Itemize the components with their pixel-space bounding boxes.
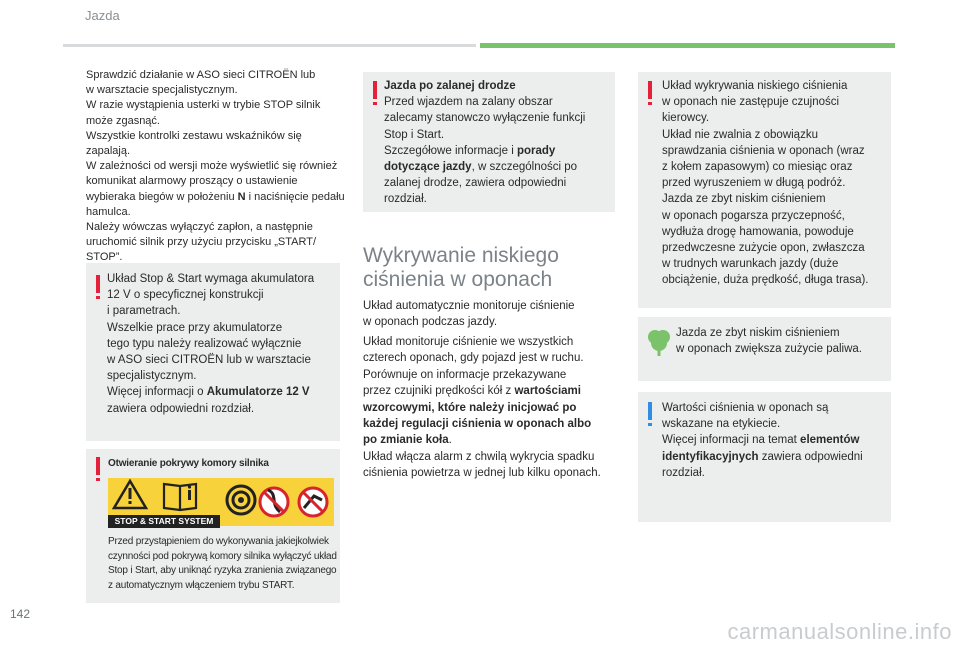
battery-warning-box [86,263,340,441]
flooded-road-box [363,72,615,212]
info-text: Wartości ciśnienia w oponach są wskazane na etykiecie. Więcej informacji na temat elementów identyfikacyjnych zawiera odpowiedni rozdział. [662,402,863,479]
header-divider-left [63,44,476,47]
bonnet-warning-text: Przed przystąpieniem do wykonywania jakiejkolwiek czynności pod pokrywą komory silnika wyłączyć układ Stop i Start, aby uniknąć ryzyka zranienia związanego z automatycznym włączeniem trybu START. [108,536,337,591]
tyre-system-warning-text: Układ wykrywania niskiego ciśnienia w oponach nie zastępuje czujności kierowcy. Układ nie zwalnia z obowiązku sprawdzania ciśnienia w oponach (wraz z kołem zapasowym) co miesiąc oraz przed wyruszeniem w długą podróż. Jazda ze zbyt niskim ciśnieniem w oponach pogarsza przyczepność, wydłuża drogę hamowania, powoduje przedwczesne zużycie opon, zwłaszcza w trudnych warunkach jazdy (duże obciążenie, duża prędkość, długa trasa). [662,80,869,287]
warning-icon [96,275,100,293]
tyre-pressure-para2: Układ monitoruje ciśnienie we wszystkich czterech oponach, gdy pojazd jest w ruchu. Porównuje on informacje przekazywane przez czujniki prędkości kół z wartościami wzorcowymi, które należy inicjować po każdej regulacji ciśnienia w oponach albo po zmianie koła. Układ włącza alarm z chwilą wykrycia spadku ciśnienia powietrza w jednej lub kilku oponach. [363,336,601,480]
page-number: 142 [10,607,31,621]
header-divider-right [480,43,895,48]
section-title-tyre-pressure: Wykrywanie niskiego ciśnienia w oponach [363,244,559,291]
tyre-system-warning-box [638,72,891,308]
bonnet-warning-title: Otwieranie pokrywy komory silnika [108,458,269,469]
warning-icon [373,81,377,99]
fuel-eco-text: Jazda ze zbyt niskim ciśnieniem w oponach zwiększa zużycie paliwa. [676,327,863,356]
warning-icon [96,457,100,475]
warning-icon [648,81,652,99]
watermark: carmanualsonline.info [727,619,952,644]
eco-leaf-icon [646,327,672,357]
flooded-road-text: Jazda po zalanej drodze Przed wjazdem na zalany obszar zalecamy stanowczo wyłączenie funkcji Stop i Start. Szczegółowe informacje i porady dotyczące jazdy, w szczególności po zalanej drodze, zawiera odpowiedni rozdział. [384,80,586,206]
battery-warning-text: Układ Stop & Start wymaga akumulatora 12 V o specyficznej konstrukcji i parametrach. Wszelkie prace przy akumulatorze tego typu należy realizować wyłącznie w ASO sieci CITROËN lub w warsztacie specjalistycznym. Więcej informacji o Akumulatorze 12 V zawiera odpowiedni rozdział. [107,273,315,415]
info-icon [648,402,652,420]
page-header-title: Jazda [85,8,120,23]
info-box [638,392,891,522]
tyre-pressure-para1: Układ automatycznie monitoruje ciśnienie w oponach podczas jazdy. [363,300,575,328]
stop-start-label: STOP & START SYSTEM [108,515,220,528]
fuel-eco-box [638,317,891,381]
col1-intro: Sprawdzić działanie w ASO sieci CITROËN lub w warsztacie specjalistycznym. W razie wystąpienia usterki w trybie STOP silnik może zgasnąć. Wszystkie kontrolki zestawu wskaźników się zapalają. W zależności od wersji może wyświetlić się również komunikat alarmowy proszący o ustawienie wybieraka biegów w położeniu N i naciśnięcie pedału hamulca. Należy wówczas wyłączyć zapłon, a następnie uruchomić silnik przy użyciu przycisku „START/ STOP”. [86,69,345,264]
